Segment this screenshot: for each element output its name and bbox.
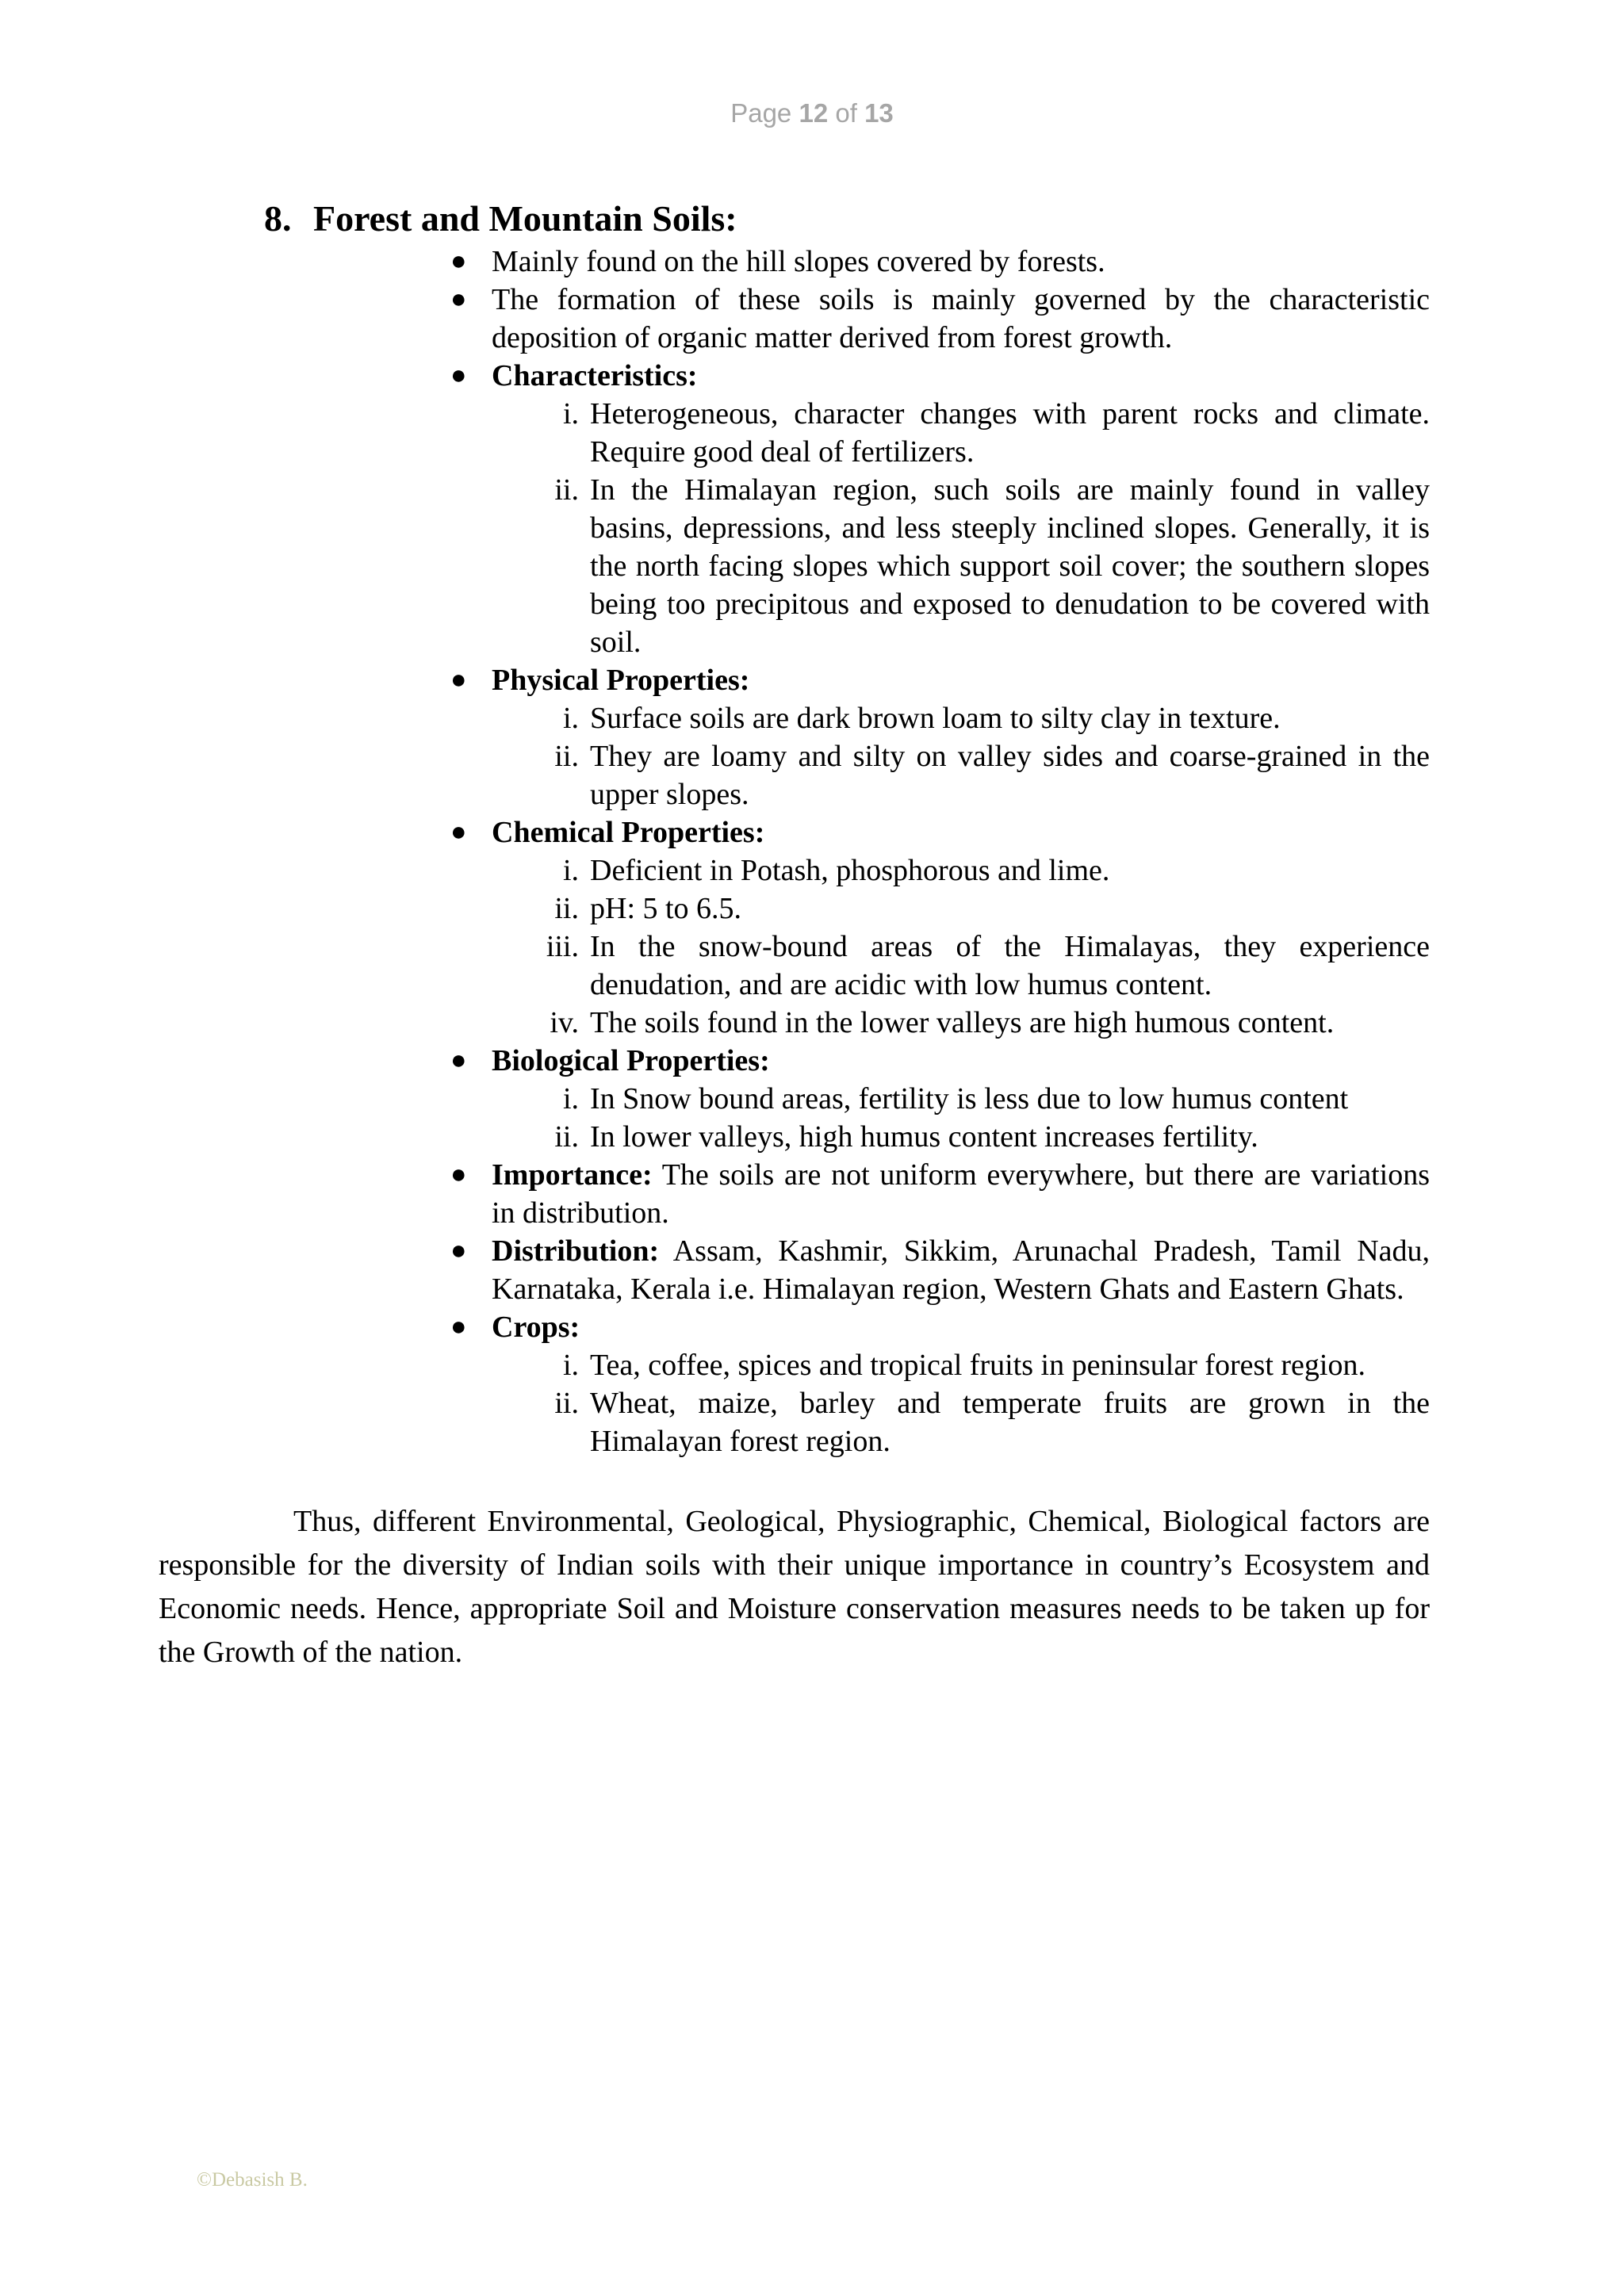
- roman-numeral: ii.: [554, 473, 579, 507]
- bullet-item: [450, 243, 1430, 281]
- page-content: [159, 195, 1430, 1674]
- bullet-icon: ●: [450, 817, 467, 847]
- roman-numeral: ii.: [554, 892, 579, 925]
- roman-numeral: i.: [562, 702, 579, 735]
- sub-list: [492, 1080, 1430, 1156]
- sub-item-text: In the snow-bound areas of the Himalayas, they experience denudation, and are acidic with low humus content.: [590, 930, 1430, 1001]
- bullet-text: The soils are not uniform everywhere, but there are variations in distribution.: [492, 1158, 1430, 1230]
- sub-list-item: [546, 928, 1430, 1004]
- roman-numeral: i.: [562, 1349, 579, 1382]
- section-heading: [264, 195, 1430, 243]
- sub-list-item: [550, 1004, 1430, 1042]
- roman-numeral: ii.: [554, 1120, 579, 1154]
- sub-list-item: [554, 890, 1430, 928]
- sub-list-item: [554, 1384, 1430, 1460]
- bullet-label: Physical Properties:: [492, 664, 750, 697]
- bullet-list: [159, 243, 1430, 1460]
- bullet-icon: ●: [450, 665, 467, 695]
- sub-list-item: [562, 699, 1430, 737]
- bullet-label: Characteristics:: [492, 359, 698, 392]
- sub-item-text: The soils found in the lower valleys are high humous content.: [590, 1006, 1335, 1039]
- sub-item-text: In lower valleys, high humus content increases fertility.: [590, 1120, 1258, 1154]
- conclusion-paragraph: Thus, different Environmental, Geological, Physiographic, Chemical, Biological factors are responsible for the diversity of Indian soils with their unique importance in country’s Ecosystem and Economic needs. Hence, appropriate Soil and Moisture conservation measures needs to be taken up for the Growth of the nation.: [159, 1505, 1430, 1669]
- sub-list-item: [562, 395, 1430, 471]
- bullet-icon: ●: [450, 361, 467, 390]
- sub-item-text: In the Himalayan region, such soils are mainly found in valley basins, depressions, and less steeply inclined slopes. Generally, it is the north facing slopes which support soil cover; the southern slopes being too precipitous and exposed to denudation to be covered with soil.: [590, 473, 1430, 659]
- page-number: [0, 98, 1624, 128]
- bullet-item: [450, 1156, 1430, 1232]
- bullet-item: [450, 813, 1430, 1042]
- sub-item-text: Wheat, maize, barley and temperate fruits are grown in the Himalayan forest region.: [590, 1387, 1430, 1458]
- sub-list-item: [554, 1118, 1430, 1156]
- section-number: 8.: [264, 198, 292, 239]
- bullet-icon: ●: [450, 1312, 467, 1341]
- bullet-text: Mainly found on the hill slopes covered by forests.: [492, 245, 1105, 278]
- roman-numeral: iii.: [546, 930, 579, 963]
- bullet-icon: ●: [450, 1236, 467, 1265]
- sub-item-text: In Snow bound areas, fertility is less due to low humus content: [590, 1082, 1349, 1115]
- roman-numeral: ii.: [554, 1387, 579, 1420]
- roman-numeral: i.: [562, 397, 579, 430]
- sub-list: [492, 395, 1430, 661]
- sub-item-text: Heterogeneous, character changes with parent rocks and climate. Require good deal of fertilizers.: [590, 397, 1430, 469]
- bullet-text: The formation of these soils is mainly governed by the characteristic deposition of organic matter derived from forest growth.: [492, 283, 1430, 354]
- bullet-item: [450, 1042, 1430, 1156]
- bullet-label: Importance:: [492, 1158, 653, 1192]
- bullet-icon: ●: [450, 285, 467, 314]
- sub-list-item: [554, 737, 1430, 813]
- page-number-current: 12: [799, 98, 829, 128]
- bullet-label: Biological Properties:: [492, 1044, 770, 1077]
- bullet-item: [450, 1308, 1430, 1460]
- bullet-label: Crops:: [492, 1311, 580, 1344]
- section-title: Forest and Mountain Soils:: [313, 198, 737, 239]
- roman-numeral: ii.: [554, 740, 579, 773]
- sub-item-text: Tea, coffee, spices and tropical fruits in peninsular forest region.: [590, 1349, 1365, 1382]
- sub-list-item: [562, 851, 1430, 890]
- sub-item-text: pH: 5 to 6.5.: [590, 892, 742, 925]
- sub-list: [492, 851, 1430, 1042]
- page-number-total: 13: [864, 98, 894, 128]
- bullet-icon: ●: [450, 1046, 467, 1075]
- bullet-label: Chemical Properties:: [492, 816, 765, 849]
- bullet-item: [450, 281, 1430, 357]
- sub-list-item: [562, 1080, 1430, 1118]
- sub-item-text: Deficient in Potash, phosphorous and lime.: [590, 854, 1110, 887]
- bullet-item: [450, 1232, 1431, 1308]
- bullet-icon: ●: [450, 247, 467, 276]
- copyright-footer: ©Debasish B.: [197, 2169, 308, 2191]
- bullet-item: [450, 357, 1430, 661]
- sub-item-text: Surface soils are dark brown loam to silty clay in texture.: [590, 702, 1281, 735]
- sub-list-item: [554, 471, 1430, 661]
- sub-list: [492, 699, 1430, 813]
- sub-item-text: They are loamy and silty on valley sides and coarse-grained in the upper slopes.: [590, 740, 1430, 811]
- sub-list-item: [562, 1346, 1430, 1384]
- page-number-of: of: [835, 98, 857, 128]
- page-number-prefix: Page: [730, 98, 792, 128]
- bullet-icon: ●: [450, 1160, 467, 1189]
- roman-numeral: iv.: [550, 1006, 579, 1039]
- sub-list: [492, 1346, 1430, 1460]
- bullet-label: Distribution:: [492, 1234, 660, 1268]
- roman-numeral: i.: [562, 1082, 579, 1115]
- bullet-text: Assam, Kashmir, Sikkim, Arunachal Pradesh, Tamil Nadu, Karnataka, Kerala i.e. Himalayan region, Western Ghats and Eastern Ghats.: [492, 1234, 1431, 1306]
- roman-numeral: i.: [562, 854, 579, 887]
- bullet-item: [450, 661, 1430, 813]
